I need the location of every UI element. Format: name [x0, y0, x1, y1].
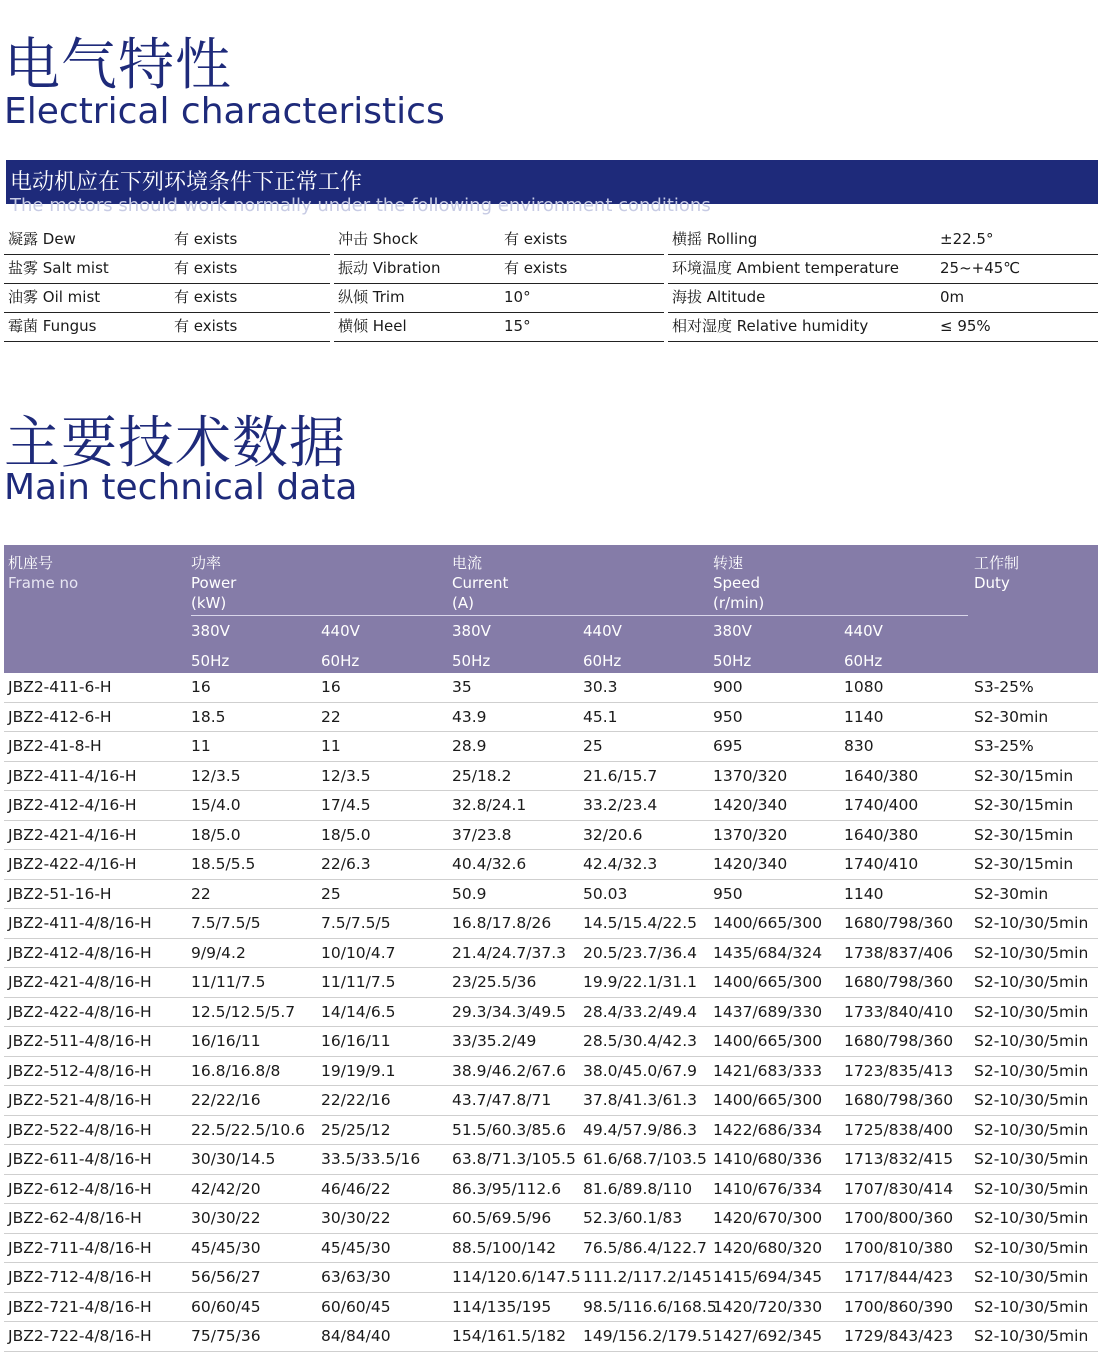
- header-power-en: Power: [191, 574, 237, 592]
- table-row: [4, 909, 1098, 939]
- current-440v-cell: 32/20.6: [583, 825, 643, 844]
- environment-banner: [6, 160, 1098, 216]
- current-380v-cell: 60.5/69.5/96: [452, 1209, 552, 1227]
- power-440v-cell: 60/60/45: [321, 1297, 391, 1316]
- speed-440v-cell: 1700/800/360: [844, 1209, 954, 1227]
- power-440v-cell: 25: [321, 884, 341, 903]
- speed-380v-cell: 1420/340: [713, 796, 788, 814]
- header-speed: [713, 553, 764, 613]
- duty-cell: S2-30/15min: [974, 766, 1074, 785]
- speed-380v-cell: 1410/676/334: [713, 1179, 823, 1198]
- header-power-unit: (kW): [191, 594, 227, 612]
- speed-380v-cell: 1420/680/320: [713, 1238, 823, 1257]
- header-divider: [191, 615, 968, 616]
- header-frame: [8, 553, 78, 593]
- table-header: [4, 545, 1098, 673]
- speed-380v-cell: 950: [713, 884, 743, 903]
- header-voltage: 380V: [191, 622, 230, 640]
- current-440v-cell: 49.4/57.9/86.3: [583, 1120, 697, 1139]
- condition-row: [334, 255, 664, 284]
- section-title-en: Electrical characteristics: [4, 91, 445, 132]
- table-row: [4, 1145, 1098, 1175]
- frame-no-cell: JBZ2-711-4/8/16-H: [8, 1238, 152, 1257]
- duty-cell: S2-10/30/5min: [974, 914, 1089, 932]
- current-380v-cell: 86.3/95/112.6: [452, 1179, 562, 1198]
- current-380v-cell: 88.5/100/142: [452, 1238, 557, 1257]
- power-440v-cell: 22/6.3: [321, 855, 371, 873]
- power-380v-cell: 30/30/22: [191, 1209, 261, 1227]
- current-440v-cell: 61.6/68.7/103.5: [583, 1150, 707, 1168]
- duty-cell: S3-25%: [974, 737, 1034, 755]
- duty-cell: S3-25%: [974, 678, 1034, 696]
- condition-value: 有 exists: [504, 230, 568, 248]
- table-row: [4, 1057, 1098, 1087]
- condition-row: [668, 226, 1098, 255]
- power-440v-cell: 12/3.5: [321, 766, 371, 785]
- table-row: [4, 1116, 1098, 1146]
- current-440v-cell: 42.4/32.3: [583, 855, 658, 873]
- condition-value: ≤ 95%: [940, 317, 991, 335]
- duty-cell: S2-30/15min: [974, 796, 1074, 814]
- header-speed-unit: (r/min): [713, 594, 765, 612]
- table-row: [4, 1204, 1098, 1234]
- condition-row: [4, 226, 330, 255]
- condition-label: 相对湿度 Relative humidity: [672, 317, 869, 335]
- header-power-cn: 功率: [191, 554, 222, 572]
- current-440v-cell: 28.4/33.2/49.4: [583, 1002, 697, 1021]
- power-380v-cell: 7.5/7.5/5: [191, 914, 261, 932]
- condition-label: 凝露 Dew: [8, 230, 76, 248]
- current-380v-cell: 114/135/195: [452, 1297, 552, 1316]
- frame-no-cell: JBZ2-612-4/8/16-H: [8, 1179, 152, 1198]
- frame-no-cell: JBZ2-422-4/16-H: [8, 855, 137, 873]
- environment-column: [4, 226, 330, 338]
- table-row: [4, 732, 1098, 762]
- power-380v-cell: 16: [191, 678, 211, 696]
- current-440v-cell: 111.2/117.2/145: [583, 1268, 712, 1286]
- power-440v-cell: 11: [321, 737, 341, 755]
- current-440v-cell: 19.9/22.1/31.1: [583, 973, 697, 991]
- frame-no-cell: JBZ2-511-4/8/16-H: [8, 1032, 152, 1050]
- condition-label: 环境温度 Ambient temperature: [672, 259, 899, 277]
- speed-380v-cell: 1370/320: [713, 766, 788, 785]
- condition-row: [334, 284, 664, 313]
- frame-no-cell: JBZ2-421-4/8/16-H: [8, 973, 152, 991]
- condition-row: [4, 284, 330, 313]
- speed-440v-cell: 1680/798/360: [844, 1032, 954, 1050]
- banner-text-cn: 电动机应在下列环境条件下正常工作: [10, 170, 363, 195]
- current-380v-cell: 21.4/24.7/37.3: [452, 943, 566, 962]
- section-title-en: Main technical data: [4, 467, 358, 508]
- section-title-cn: 主要技术数据: [4, 411, 346, 476]
- current-380v-cell: 37/23.8: [452, 825, 512, 844]
- current-440v-cell: 50.03: [583, 884, 628, 903]
- frame-no-cell: JBZ2-722-4/8/16-H: [8, 1327, 152, 1345]
- condition-label: 霉菌 Fungus: [8, 317, 97, 335]
- power-440v-cell: 10/10/4.7: [321, 943, 396, 962]
- current-440v-cell: 33.2/23.4: [583, 796, 658, 814]
- section-title-cn: 电气特性: [4, 33, 232, 98]
- header-current-cn: 电流: [452, 554, 483, 572]
- frame-no-cell: JBZ2-41-8-H: [8, 737, 102, 755]
- speed-380v-cell: 1422/686/334: [713, 1120, 823, 1139]
- environment-conditions: [4, 226, 1098, 342]
- condition-value: 有 exists: [174, 259, 238, 277]
- table-row: [4, 1293, 1098, 1323]
- speed-440v-cell: 1680/798/360: [844, 914, 954, 932]
- current-380v-cell: 33/35.2/49: [452, 1032, 537, 1050]
- table-row: [4, 791, 1098, 821]
- condition-row: [668, 284, 1098, 313]
- power-380v-cell: 60/60/45: [191, 1297, 261, 1316]
- condition-label: 海拔 Altitude: [672, 288, 766, 306]
- power-380v-cell: 30/30/14.5: [191, 1150, 276, 1168]
- duty-cell: S2-30/15min: [974, 825, 1074, 844]
- speed-380v-cell: 900: [713, 678, 743, 696]
- frame-no-cell: JBZ2-411-4/8/16-H: [8, 914, 152, 932]
- speed-440v-cell: 1725/838/400: [844, 1120, 954, 1139]
- current-380v-cell: 154/161.5/182: [452, 1327, 566, 1345]
- duty-cell: S2-10/30/5min: [974, 1179, 1089, 1198]
- power-440v-cell: 14/14/6.5: [321, 1002, 396, 1021]
- table-row: [4, 1263, 1098, 1293]
- current-380v-cell: 23/25.5/36: [452, 973, 537, 991]
- table-row: [4, 703, 1098, 733]
- current-440v-cell: 38.0/45.0/67.9: [583, 1061, 697, 1080]
- speed-440v-cell: 1717/844/423: [844, 1268, 954, 1286]
- frame-no-cell: JBZ2-512-4/8/16-H: [8, 1061, 152, 1080]
- condition-label: 横摇 Rolling: [672, 230, 758, 248]
- condition-value: 有 exists: [174, 317, 238, 335]
- current-380v-cell: 40.4/32.6: [452, 855, 527, 873]
- table-row: [4, 821, 1098, 851]
- current-440v-cell: 45.1: [583, 707, 618, 726]
- speed-380v-cell: 1400/665/300: [713, 914, 823, 932]
- speed-380v-cell: 1427/692/345: [713, 1327, 823, 1345]
- header-frame-en: Frame no: [8, 574, 79, 592]
- speed-440v-cell: 1733/840/410: [844, 1002, 954, 1021]
- power-440v-cell: 63/63/30: [321, 1268, 391, 1286]
- current-440v-cell: 14.5/15.4/22.5: [583, 914, 697, 932]
- current-380v-cell: 32.8/24.1: [452, 796, 527, 814]
- condition-row: [668, 255, 1098, 284]
- speed-380v-cell: 1400/665/300: [713, 1091, 823, 1109]
- speed-380v-cell: 1400/665/300: [713, 1032, 823, 1050]
- header-current-unit: (A): [452, 594, 474, 612]
- power-380v-cell: 42/42/20: [191, 1179, 261, 1198]
- power-440v-cell: 45/45/30: [321, 1238, 391, 1257]
- duty-cell: S2-30min: [974, 707, 1049, 726]
- current-440v-cell: 149/156.2/179.5: [583, 1327, 712, 1345]
- speed-380v-cell: 695: [713, 737, 743, 755]
- frame-no-cell: JBZ2-411-4/16-H: [8, 766, 137, 785]
- speed-380v-cell: 1421/683/333: [713, 1061, 823, 1080]
- speed-440v-cell: 1707/830/414: [844, 1179, 954, 1198]
- speed-440v-cell: 1680/798/360: [844, 973, 954, 991]
- speed-440v-cell: 1140: [844, 884, 884, 903]
- condition-label: 横倾 Heel: [338, 317, 407, 335]
- condition-value: 有 exists: [174, 230, 238, 248]
- frame-no-cell: JBZ2-521-4/8/16-H: [8, 1091, 152, 1109]
- duty-cell: S2-10/30/5min: [974, 1002, 1089, 1021]
- power-440v-cell: 11/11/7.5: [321, 973, 396, 991]
- table-row: [4, 1175, 1098, 1205]
- current-440v-cell: 98.5/116.6/168.5: [583, 1297, 717, 1316]
- current-380v-cell: 63.8/71.3/105.5: [452, 1150, 576, 1168]
- speed-440v-cell: 1700/860/390: [844, 1297, 954, 1316]
- current-380v-cell: 114/120.6/147.5: [452, 1268, 581, 1286]
- duty-cell: S2-30/15min: [974, 855, 1074, 873]
- duty-cell: S2-10/30/5min: [974, 1268, 1089, 1286]
- duty-cell: S2-10/30/5min: [974, 1327, 1089, 1345]
- header-voltage: 380V: [452, 622, 491, 640]
- duty-cell: S2-10/30/5min: [974, 1032, 1089, 1050]
- header-current-en: Current: [452, 574, 509, 592]
- power-440v-cell: 22/22/16: [321, 1091, 391, 1109]
- header-current: [452, 553, 508, 613]
- power-440v-cell: 25/25/12: [321, 1120, 391, 1139]
- condition-label: 纵倾 Trim: [338, 288, 405, 306]
- current-380v-cell: 35: [452, 678, 472, 696]
- speed-380v-cell: 950: [713, 707, 743, 726]
- speed-440v-cell: 1140: [844, 707, 884, 726]
- banner-text-en: The motors should work normally under the following environment conditions: [10, 195, 711, 216]
- condition-value: 25~+45℃: [940, 259, 1021, 277]
- power-440v-cell: 16: [321, 678, 341, 696]
- header-voltage: 440V: [844, 622, 883, 640]
- current-380v-cell: 43.9: [452, 707, 487, 726]
- power-380v-cell: 16.8/16.8/8: [191, 1061, 281, 1080]
- power-380v-cell: 18/5.0: [191, 825, 241, 844]
- duty-cell: S2-10/30/5min: [974, 1091, 1089, 1109]
- power-380v-cell: 11/11/7.5: [191, 973, 266, 991]
- frame-no-cell: JBZ2-412-6-H: [8, 707, 112, 726]
- frame-no-cell: JBZ2-712-4/8/16-H: [8, 1268, 152, 1286]
- power-440v-cell: 18/5.0: [321, 825, 371, 844]
- current-380v-cell: 51.5/60.3/85.6: [452, 1120, 566, 1139]
- current-440v-cell: 81.6/89.8/110: [583, 1179, 693, 1198]
- header-frequency: 60Hz: [321, 652, 360, 670]
- condition-label: 振动 Vibration: [338, 259, 441, 277]
- header-speed-cn: 转速: [713, 554, 744, 572]
- environment-column: [334, 226, 664, 338]
- header-frequency: 50Hz: [713, 652, 752, 670]
- table-row: [4, 880, 1098, 910]
- current-380v-cell: 29.3/34.3/49.5: [452, 1002, 566, 1021]
- frame-no-cell: JBZ2-721-4/8/16-H: [8, 1297, 152, 1316]
- speed-440v-cell: 1640/380: [844, 825, 919, 844]
- header-voltage: 440V: [583, 622, 622, 640]
- technical-data-table: [4, 545, 1098, 1352]
- power-440v-cell: 84/84/40: [321, 1327, 391, 1345]
- header-duty: [974, 553, 1019, 593]
- frame-no-cell: JBZ2-51-16-H: [8, 884, 112, 903]
- frame-no-cell: JBZ2-411-6-H: [8, 678, 112, 696]
- current-440v-cell: 76.5/86.4/122.7: [583, 1238, 707, 1257]
- power-380v-cell: 15/4.0: [191, 796, 241, 814]
- speed-380v-cell: 1420/340: [713, 855, 788, 873]
- header-frequency: 50Hz: [191, 652, 230, 670]
- power-440v-cell: 16/16/11: [321, 1032, 391, 1050]
- power-440v-cell: 30/30/22: [321, 1209, 391, 1227]
- table-row: [4, 673, 1098, 703]
- speed-380v-cell: 1415/694/345: [713, 1268, 823, 1286]
- current-440v-cell: 28.5/30.4/42.3: [583, 1032, 697, 1050]
- table-row: [4, 1027, 1098, 1057]
- header-voltage: 380V: [713, 622, 752, 640]
- condition-value: 10°: [504, 288, 531, 306]
- power-380v-cell: 11: [191, 737, 211, 755]
- speed-440v-cell: 1723/835/413: [844, 1061, 954, 1080]
- power-380v-cell: 22.5/22.5/10.6: [191, 1120, 305, 1139]
- table-row: [4, 1086, 1098, 1116]
- condition-value: 有 exists: [504, 259, 568, 277]
- speed-440v-cell: 1740/400: [844, 796, 919, 814]
- condition-row: [4, 313, 330, 342]
- frame-no-cell: JBZ2-412-4/16-H: [8, 796, 137, 814]
- frame-no-cell: JBZ2-421-4/16-H: [8, 825, 137, 844]
- current-380v-cell: 16.8/17.8/26: [452, 914, 552, 932]
- header-duty-en: Duty: [974, 574, 1010, 592]
- duty-cell: S2-30min: [974, 884, 1049, 903]
- duty-cell: S2-10/30/5min: [974, 1150, 1089, 1168]
- table-row: [4, 939, 1098, 969]
- speed-380v-cell: 1410/680/336: [713, 1150, 823, 1168]
- speed-380v-cell: 1435/684/324: [713, 943, 823, 962]
- header-frequency: 60Hz: [583, 652, 622, 670]
- speed-440v-cell: 1738/837/406: [844, 943, 954, 962]
- speed-440v-cell: 1080: [844, 678, 884, 696]
- duty-cell: S2-10/30/5min: [974, 1061, 1089, 1080]
- speed-380v-cell: 1370/320: [713, 825, 788, 844]
- header-frequency: 50Hz: [452, 652, 491, 670]
- duty-cell: S2-10/30/5min: [974, 943, 1089, 962]
- frame-no-cell: JBZ2-522-4/8/16-H: [8, 1120, 152, 1139]
- speed-440v-cell: 1729/843/423: [844, 1327, 954, 1345]
- header-frequency: 60Hz: [844, 652, 883, 670]
- power-440v-cell: 7.5/7.5/5: [321, 914, 391, 932]
- speed-380v-cell: 1420/670/300: [713, 1209, 823, 1227]
- speed-440v-cell: 1640/380: [844, 766, 919, 785]
- condition-label: 盐雾 Salt mist: [8, 259, 109, 277]
- condition-label: 冲击 Shock: [338, 230, 418, 248]
- table-body: [4, 673, 1098, 1352]
- speed-380v-cell: 1400/665/300: [713, 973, 823, 991]
- current-380v-cell: 28.9: [452, 737, 487, 755]
- duty-cell: S2-10/30/5min: [974, 1238, 1089, 1257]
- current-440v-cell: 30.3: [583, 678, 618, 696]
- condition-value: 15°: [504, 317, 531, 335]
- current-380v-cell: 38.9/46.2/67.6: [452, 1061, 566, 1080]
- power-380v-cell: 45/45/30: [191, 1238, 261, 1257]
- power-440v-cell: 17/4.5: [321, 796, 371, 814]
- power-380v-cell: 9/9/4.2: [191, 943, 246, 962]
- current-440v-cell: 52.3/60.1/83: [583, 1209, 683, 1227]
- power-380v-cell: 16/16/11: [191, 1032, 261, 1050]
- frame-no-cell: JBZ2-412-4/8/16-H: [8, 943, 152, 962]
- condition-row: [668, 313, 1098, 342]
- current-440v-cell: 25: [583, 737, 603, 755]
- table-row: [4, 998, 1098, 1028]
- power-440v-cell: 22: [321, 707, 341, 726]
- table-row: [4, 1322, 1098, 1352]
- condition-value: 有 exists: [174, 288, 238, 306]
- header-speed-en: Speed: [713, 574, 761, 592]
- table-row: [4, 1234, 1098, 1264]
- power-380v-cell: 22/22/16: [191, 1091, 261, 1109]
- power-380v-cell: 18.5: [191, 707, 226, 726]
- speed-440v-cell: 1713/832/415: [844, 1150, 954, 1168]
- power-380v-cell: 18.5/5.5: [191, 855, 256, 873]
- condition-value: 0m: [940, 288, 965, 306]
- duty-cell: S2-10/30/5min: [974, 973, 1089, 991]
- table-row: [4, 968, 1098, 998]
- current-380v-cell: 43.7/47.8/71: [452, 1091, 552, 1109]
- power-380v-cell: 56/56/27: [191, 1268, 261, 1286]
- duty-cell: S2-10/30/5min: [974, 1120, 1089, 1139]
- table-row: [4, 850, 1098, 880]
- speed-440v-cell: 830: [844, 737, 874, 755]
- duty-cell: S2-10/30/5min: [974, 1209, 1089, 1227]
- condition-row: [334, 313, 664, 342]
- speed-440v-cell: 1680/798/360: [844, 1091, 954, 1109]
- current-440v-cell: 37.8/41.3/61.3: [583, 1091, 697, 1109]
- condition-row: [4, 255, 330, 284]
- speed-380v-cell: 1420/720/330: [713, 1297, 823, 1316]
- frame-no-cell: JBZ2-422-4/8/16-H: [8, 1002, 152, 1021]
- header-frame-cn: 机座号: [8, 554, 54, 572]
- power-380v-cell: 75/75/36: [191, 1327, 261, 1345]
- power-440v-cell: 19/19/9.1: [321, 1061, 396, 1080]
- header-duty-cn: 工作制: [974, 554, 1020, 572]
- power-380v-cell: 22: [191, 884, 211, 903]
- power-380v-cell: 12.5/12.5/5.7: [191, 1002, 296, 1021]
- condition-row: [334, 226, 664, 255]
- frame-no-cell: JBZ2-62-4/8/16-H: [8, 1209, 142, 1227]
- current-440v-cell: 20.5/23.7/36.4: [583, 943, 697, 962]
- header-power: [191, 553, 236, 613]
- frame-no-cell: JBZ2-611-4/8/16-H: [8, 1150, 152, 1168]
- duty-cell: S2-10/30/5min: [974, 1297, 1089, 1316]
- speed-440v-cell: 1740/410: [844, 855, 919, 873]
- current-380v-cell: 25/18.2: [452, 766, 512, 785]
- power-380v-cell: 12/3.5: [191, 766, 241, 785]
- condition-value: ±22.5°: [940, 230, 994, 248]
- environment-column: [668, 226, 1098, 338]
- header-voltage: 440V: [321, 622, 360, 640]
- current-380v-cell: 50.9: [452, 884, 487, 903]
- power-440v-cell: 33.5/33.5/16: [321, 1150, 421, 1168]
- power-440v-cell: 46/46/22: [321, 1179, 391, 1198]
- current-440v-cell: 21.6/15.7: [583, 766, 658, 785]
- speed-380v-cell: 1437/689/330: [713, 1002, 823, 1021]
- speed-440v-cell: 1700/810/380: [844, 1238, 954, 1257]
- condition-label: 油雾 Oil mist: [8, 288, 101, 306]
- table-row: [4, 762, 1098, 792]
